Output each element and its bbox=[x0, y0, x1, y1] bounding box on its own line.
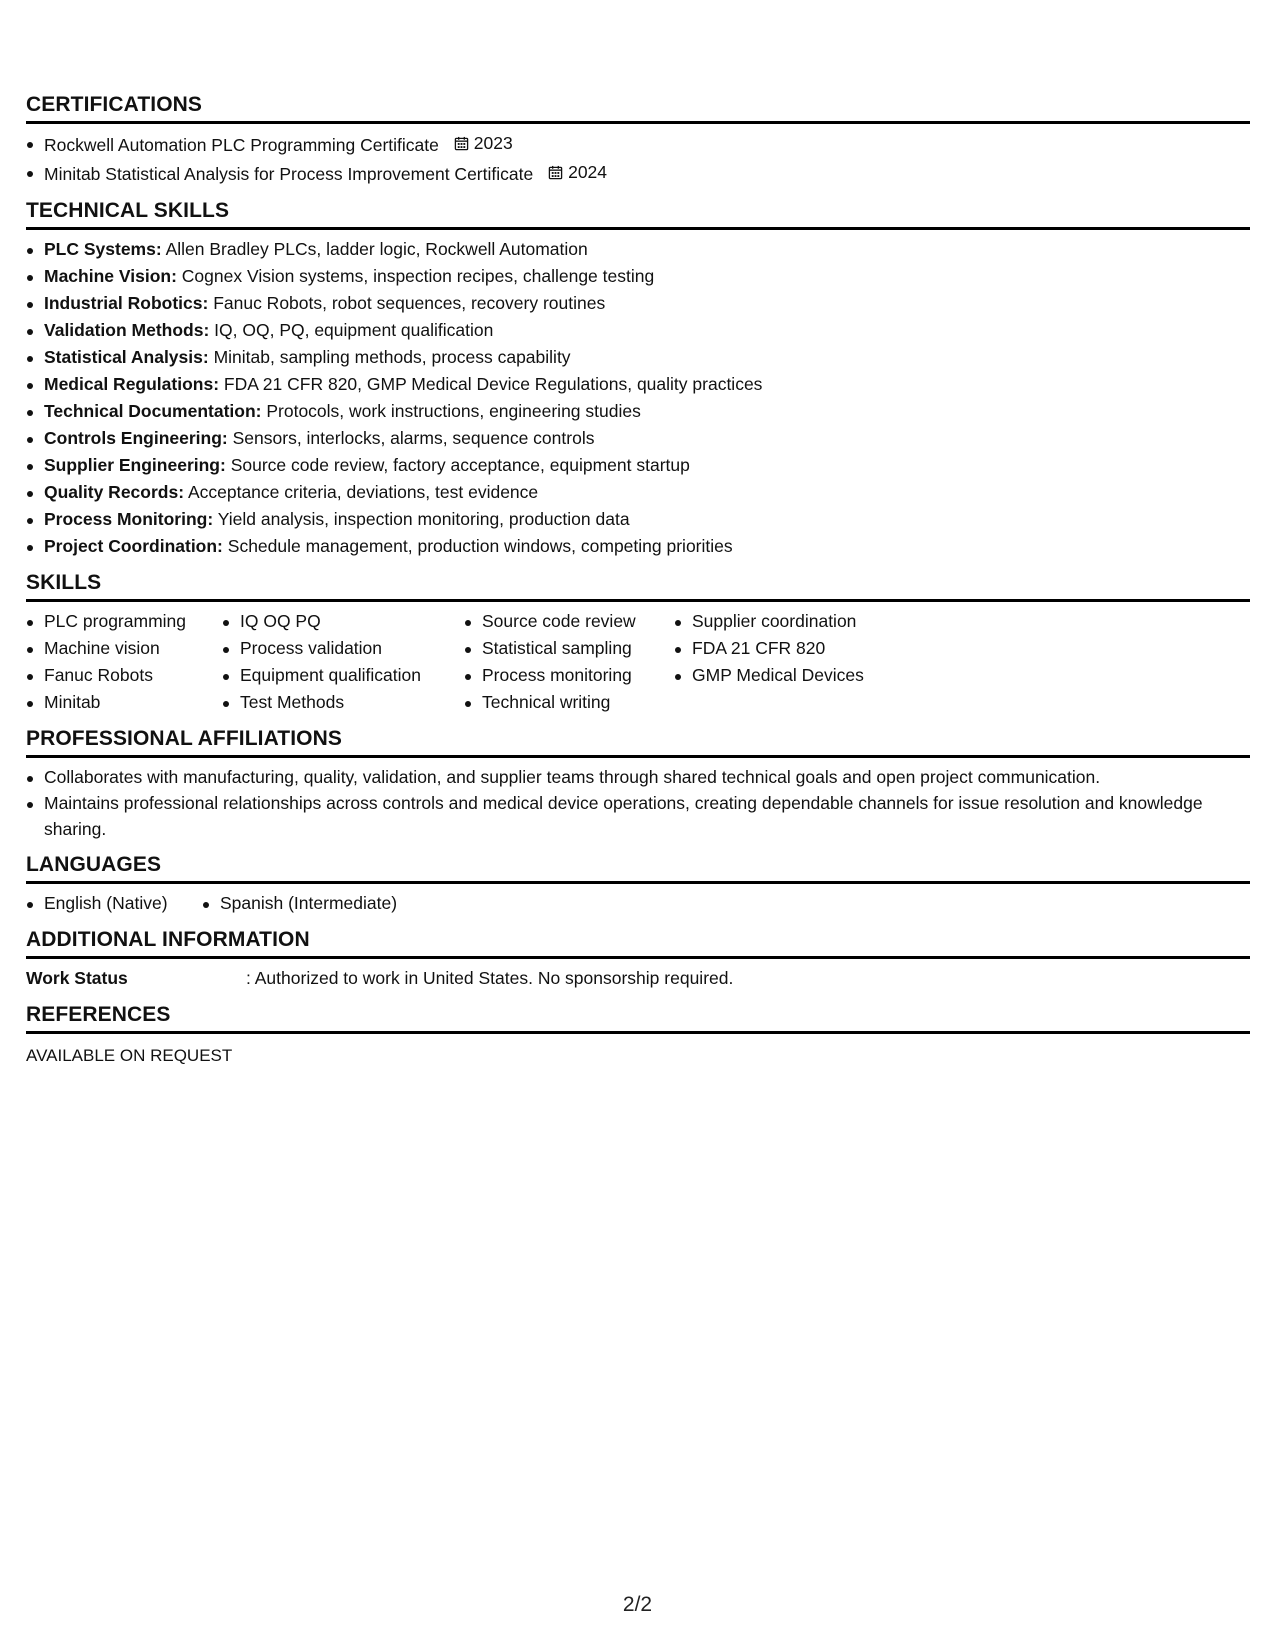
skill-details: Yield analysis, inspection monitoring, production data bbox=[217, 509, 630, 529]
technical-skills-list bbox=[26, 236, 1250, 560]
calendar-icon bbox=[548, 165, 563, 180]
skill-details: Acceptance criteria, deviations, test evidence bbox=[187, 482, 539, 502]
work-status-row bbox=[26, 965, 1250, 992]
list-item: Minitab bbox=[26, 689, 222, 716]
languages-column bbox=[202, 890, 397, 917]
skill-details: Schedule management, production windows, competing priorities bbox=[227, 536, 733, 556]
page-number: 2/2 bbox=[622, 1593, 653, 1616]
certifications-heading: CERTIFICATIONS bbox=[26, 92, 1250, 124]
skill-category: Process Monitoring: bbox=[44, 509, 214, 529]
certificate-date bbox=[454, 130, 513, 157]
certifications-list bbox=[26, 130, 1250, 188]
affiliations-section bbox=[26, 726, 1250, 842]
skill-details: FDA 21 CFR 820, GMP Medical Device Regulations, quality practices bbox=[223, 374, 763, 394]
list-item bbox=[26, 479, 1250, 506]
skill-category: Validation Methods: bbox=[44, 320, 210, 340]
list-item: FDA 21 CFR 820 bbox=[674, 635, 914, 662]
skill-category: Medical Regulations: bbox=[44, 374, 220, 394]
list-item: Technical writing bbox=[464, 689, 674, 716]
skill-details: Minitab, sampling methods, process capability bbox=[213, 347, 571, 367]
skill-category: Technical Documentation: bbox=[44, 401, 262, 421]
affiliations-heading: PROFESSIONAL AFFILIATIONS bbox=[26, 726, 1250, 758]
languages-section bbox=[26, 852, 1250, 917]
list-item: Process validation bbox=[222, 635, 464, 662]
skills-heading: SKILLS bbox=[26, 570, 1250, 602]
skill-category: Industrial Robotics: bbox=[44, 293, 209, 313]
languages-row bbox=[26, 890, 1250, 917]
list-item bbox=[26, 533, 1250, 560]
languages-heading: LANGUAGES bbox=[26, 852, 1250, 884]
skill-category: Quality Records: bbox=[44, 482, 185, 502]
skill-details: Cognex Vision systems, inspection recipes, challenge testing bbox=[181, 266, 655, 286]
list-item: Statistical sampling bbox=[464, 635, 674, 662]
skill-category: Machine Vision: bbox=[44, 266, 177, 286]
list-item: Test Methods bbox=[222, 689, 464, 716]
certificate-year: 2024 bbox=[568, 162, 608, 182]
additional-information-section bbox=[26, 927, 1250, 992]
skill-details: Fanuc Robots, robot sequences, recovery routines bbox=[213, 293, 606, 313]
list-item: Maintains professional relationships across controls and medical device operations, creating dependable channels for issue resolution and knowledge sharing. bbox=[26, 790, 1250, 842]
list-item: Equipment qualification bbox=[222, 662, 464, 689]
list-item: Process monitoring bbox=[464, 662, 674, 689]
additional-information-heading: ADDITIONAL INFORMATION bbox=[26, 927, 1250, 959]
list-item bbox=[26, 159, 1250, 188]
skill-category: Supplier Engineering: bbox=[44, 455, 226, 475]
skills-column bbox=[26, 608, 222, 716]
skills-column bbox=[222, 608, 464, 716]
skills-section bbox=[26, 570, 1250, 716]
skill-category: PLC Systems: bbox=[44, 239, 162, 259]
certificate-name: Rockwell Automation PLC Programming Certificate bbox=[44, 135, 439, 155]
list-item bbox=[26, 236, 1250, 263]
list-item bbox=[26, 317, 1250, 344]
skill-details: IQ, OQ, PQ, equipment qualification bbox=[214, 320, 494, 340]
list-item bbox=[26, 506, 1250, 533]
technical-skills-heading: TECHNICAL SKILLS bbox=[26, 198, 1250, 230]
list-item: Fanuc Robots bbox=[26, 662, 222, 689]
skill-category: Controls Engineering: bbox=[44, 428, 228, 448]
list-item: Source code review bbox=[464, 608, 674, 635]
list-item bbox=[26, 371, 1250, 398]
skill-details: Protocols, work instructions, engineering studies bbox=[266, 401, 641, 421]
references-section bbox=[26, 1002, 1250, 1069]
list-item: Machine vision bbox=[26, 635, 222, 662]
list-item bbox=[26, 344, 1250, 371]
list-item bbox=[26, 290, 1250, 317]
skills-column bbox=[464, 608, 674, 716]
list-item: IQ OQ PQ bbox=[222, 608, 464, 635]
list-item: Supplier coordination bbox=[674, 608, 914, 635]
skill-details: Allen Bradley PLCs, ladder logic, Rockwell Automation bbox=[165, 239, 588, 259]
skills-grid bbox=[26, 608, 1250, 716]
list-item: PLC programming bbox=[26, 608, 222, 635]
certificate-year: 2023 bbox=[473, 133, 513, 153]
references-heading: REFERENCES bbox=[26, 1002, 1250, 1034]
list-item bbox=[26, 263, 1250, 290]
affiliations-list bbox=[26, 764, 1250, 842]
calendar-icon bbox=[454, 136, 469, 151]
skills-column bbox=[674, 608, 914, 716]
work-status-value: : Authorized to work in United States. No sponsorship required. bbox=[246, 968, 734, 988]
work-status-label: Work Status bbox=[26, 968, 128, 988]
skill-category: Project Coordination: bbox=[44, 536, 223, 556]
list-item bbox=[26, 452, 1250, 479]
resume-page bbox=[26, 92, 1250, 1069]
list-item bbox=[26, 130, 1250, 159]
certifications-section bbox=[26, 92, 1250, 188]
list-item bbox=[26, 425, 1250, 452]
list-item: Collaborates with manufacturing, quality, validation, and supplier teams through shared technical goals and open project communication. bbox=[26, 764, 1250, 790]
certificate-name: Minitab Statistical Analysis for Process Improvement Certificate bbox=[44, 164, 534, 184]
technical-skills-section bbox=[26, 198, 1250, 560]
skill-details: Source code review, factory acceptance, equipment startup bbox=[230, 455, 690, 475]
list-item: English (Native) bbox=[26, 890, 202, 917]
skill-category: Statistical Analysis: bbox=[44, 347, 209, 367]
list-item: Spanish (Intermediate) bbox=[202, 890, 397, 917]
certificate-date bbox=[548, 159, 607, 186]
languages-column bbox=[26, 890, 202, 917]
skill-details: Sensors, interlocks, alarms, sequence controls bbox=[232, 428, 595, 448]
references-text: AVAILABLE ON REQUEST bbox=[26, 1046, 233, 1065]
list-item bbox=[26, 398, 1250, 425]
list-item: GMP Medical Devices bbox=[674, 662, 914, 689]
